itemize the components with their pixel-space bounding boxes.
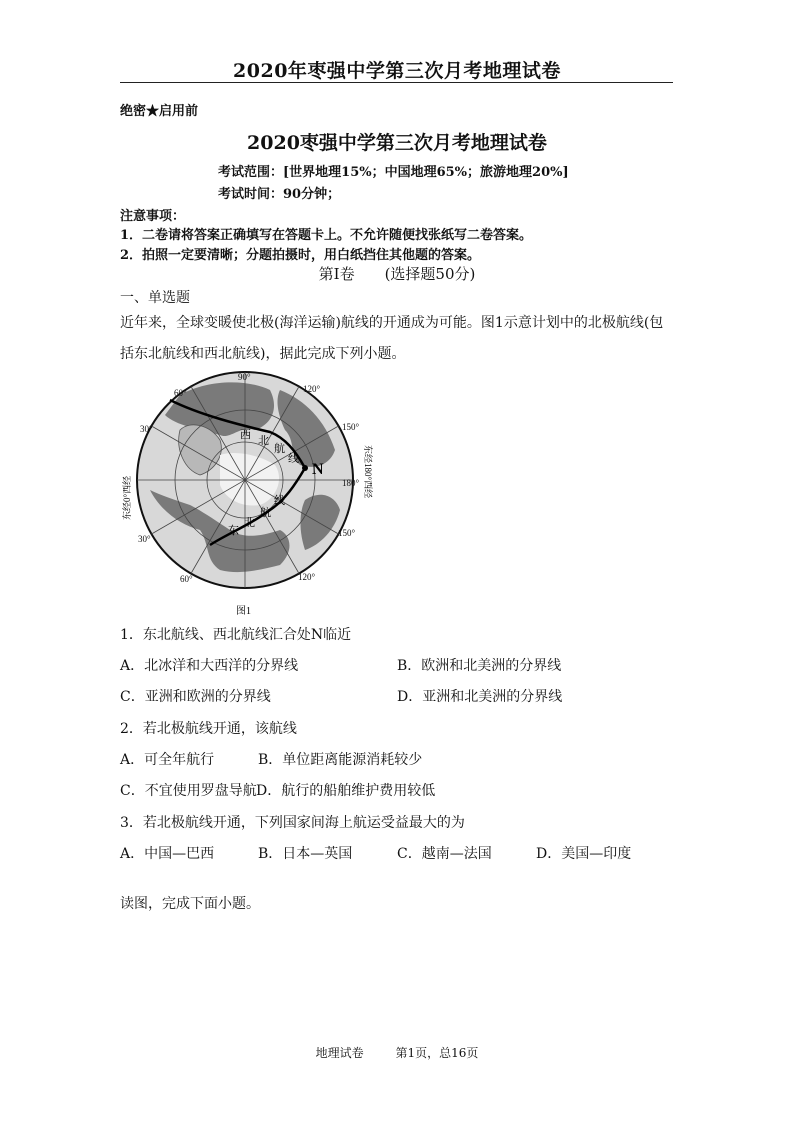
question-option: A．中国—巴西	[120, 846, 215, 862]
map-side-label: 东经0°西经	[122, 475, 132, 520]
question-option: B．日本—英国	[258, 846, 353, 862]
map-label: 30°	[138, 534, 151, 544]
map-label: 180°	[342, 478, 360, 488]
route-nw-char: 航	[274, 443, 285, 455]
map-label: 60°	[180, 574, 193, 584]
read-prompt: 读图，完成下面小题。	[120, 896, 260, 912]
intro-line: 括东北航线和西北航线)，据此完成下列小题。	[120, 346, 406, 362]
question-option: D．航行的船舶维护费用较低	[256, 783, 436, 799]
question-option: A．可全年航行	[120, 752, 215, 768]
question-option: C．亚洲和欧洲的分界线	[120, 689, 271, 705]
notes-title: 注意事项：	[120, 209, 186, 224]
question-option: D．亚洲和北美洲的分界线	[397, 689, 563, 705]
question-stem: 1．东北航线、西北航线汇合处N临近	[120, 627, 352, 643]
map-label: 30°	[140, 424, 153, 434]
route-ne-char: 线	[274, 495, 285, 507]
figure-caption: 图1	[236, 606, 251, 617]
question-option: C．不宜使用罗盘导航	[120, 783, 257, 799]
map-side-label: 东经180°西经	[363, 445, 373, 499]
route-ne-char: 北	[244, 517, 255, 529]
map-label-n: N	[312, 461, 324, 478]
map-label: 150°	[338, 528, 356, 538]
question-option: B．单位距离能源消耗较少	[258, 752, 423, 768]
question-stem: 3．若北极航线开通，下列国家间海上航运受益最大的为	[120, 815, 465, 831]
arctic-route-map	[120, 370, 373, 620]
part-title: 一、单选题	[120, 290, 190, 306]
map-label: 120°	[303, 384, 321, 394]
route-nw-char: 北	[258, 435, 269, 447]
header-rule	[120, 82, 673, 83]
footer-page: 第1页，总16页	[395, 1046, 479, 1060]
secret-mark: 绝密★启用前	[120, 104, 199, 119]
route-ne-char: 航	[260, 507, 271, 519]
note-item: 2．拍照一定要清晰；分题拍摄时，用白纸挡住其他题的答案。	[120, 248, 481, 263]
route-nw-char: 线	[288, 453, 299, 465]
question-option: C．越南—法国	[397, 846, 492, 862]
question-option: B．欧洲和北美洲的分界线	[397, 658, 562, 674]
note-item: 1．二卷请将答案正确填写在答题卡上。不允许随便找张纸写二卷答案。	[120, 228, 533, 243]
footer-subject: 地理试卷	[315, 1046, 364, 1060]
question-option: D．美国—印度	[536, 846, 632, 862]
exam-title: 2020枣强中学第三次月考地理试卷	[247, 132, 547, 154]
map-label: 90°	[238, 372, 251, 382]
route-nw-char: 西	[240, 429, 251, 441]
header-title: 2020年枣强中学第三次月考地理试卷	[233, 60, 561, 82]
map-label: 150°	[342, 422, 360, 432]
map-label: 60°	[174, 388, 187, 398]
exam-time: 考试时间：90分钟；	[218, 187, 341, 202]
route-ne-char: 东	[228, 525, 239, 537]
page-footer	[0, 1044, 794, 1061]
intro-line: 近年来，全球变暖使北极(海洋运输)航线的开通成为可能。图1示意计划中的北极航线(包	[120, 315, 664, 331]
question-option: A．北冰洋和大西洋的分界线	[120, 658, 299, 674]
map-label: 120°	[298, 572, 316, 582]
section-title: 第Ⅰ卷 (选择题50分)	[318, 265, 476, 283]
exam-scope: 考试范围：[世界地理15%；中国地理65%；旅游地理20%]	[218, 165, 569, 180]
question-stem: 2．若北极航线开通，该航线	[120, 721, 297, 737]
